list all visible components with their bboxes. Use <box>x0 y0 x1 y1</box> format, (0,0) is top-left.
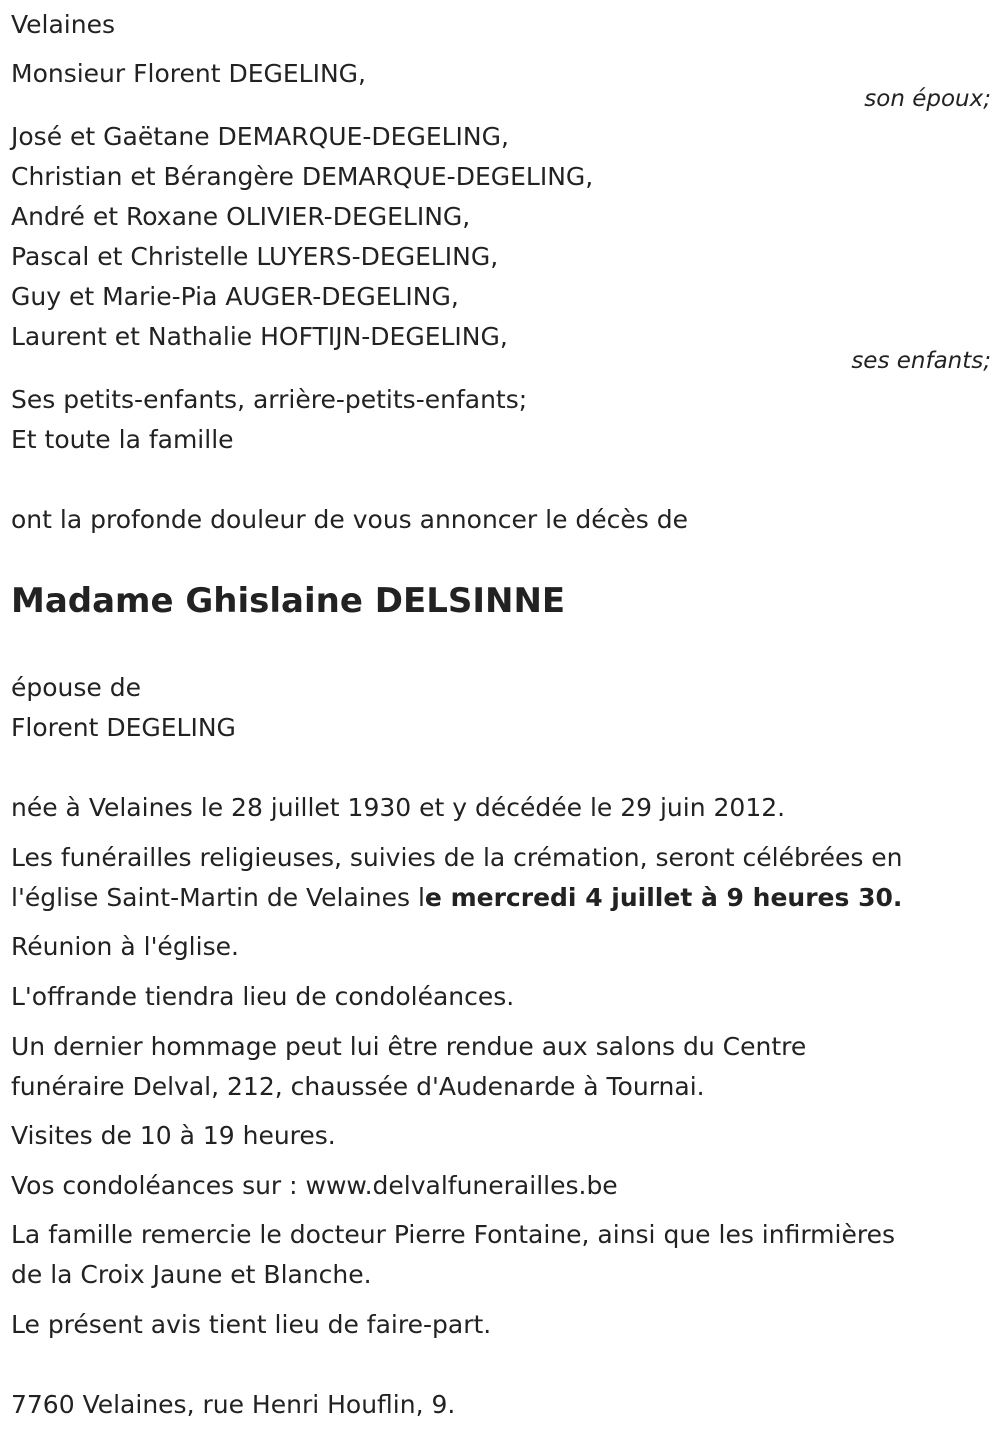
child-line: José et Gaëtane DEMARQUE-DEGELING, <box>11 122 509 151</box>
funeral-line-date <box>11 883 902 913</box>
spouse-of-label: épouse de <box>11 673 141 702</box>
announcement-text: ont la profonde douleur de vous annoncer le décès de <box>11 505 689 534</box>
grandchildren-line: Ses petits-enfants, arrière-petits-enfants; <box>11 385 528 414</box>
offering-text: L'offrande tiendra lieu de condoléances. <box>11 982 515 1011</box>
notice-text: Le présent avis tient lieu de faire-part. <box>11 1310 492 1339</box>
visits-text: Visites de 10 à 19 heures. <box>11 1121 336 1150</box>
tribute-line: Un dernier hommage peut lui être rendue aux salons du Centre <box>11 1032 807 1061</box>
child-line: André et Roxane OLIVIER-DEGELING, <box>11 202 471 231</box>
children-role: ses enfants; <box>851 348 991 374</box>
child-line: Laurent et Nathalie HOFTIJN-DEGELING, <box>11 322 508 351</box>
thanks-line: de la Croix Jaune et Blanche. <box>11 1260 372 1289</box>
birth-death-text: née à Velaines le 28 juillet 1930 et y décédée le 29 juin 2012. <box>11 793 786 822</box>
spouse-role: son époux; <box>864 86 991 112</box>
child-line: Pascal et Christelle LUYERS-DEGELING, <box>11 242 499 271</box>
funeral-datetime: e mercredi 4 juillet à 9 heures 30. <box>424 883 903 912</box>
spouse-line: Monsieur Florent DEGELING, <box>11 59 366 88</box>
spouse-name: Florent DEGELING <box>11 713 236 742</box>
funeral-church: l'église Saint-Martin de Velaines l <box>11 883 425 912</box>
meeting-text: Réunion à l'église. <box>11 932 239 961</box>
thanks-line: La famille remercie le docteur Pierre Fontaine, ainsi que les infirmières <box>11 1220 895 1249</box>
deceased-name: Madame Ghislaine DELSINNE <box>11 581 566 621</box>
place-heading: Velaines <box>11 10 116 39</box>
child-line: Christian et Bérangère DEMARQUE-DEGELING, <box>11 162 594 191</box>
condolences-text: Vos condoléances sur : www.delvalfunerailles.be <box>11 1171 618 1200</box>
funeral-line: Les funérailles religieuses, suivies de la crémation, seront célébrées en <box>11 843 903 872</box>
address-text: 7760 Velaines, rue Henri Houflin, 9. <box>11 1390 456 1419</box>
child-line: Guy et Marie-Pia AUGER-DEGELING, <box>11 282 459 311</box>
family-line: Et toute la famille <box>11 425 234 454</box>
tribute-line: funéraire Delval, 212, chaussée d'Audenarde à Tournai. <box>11 1072 705 1101</box>
